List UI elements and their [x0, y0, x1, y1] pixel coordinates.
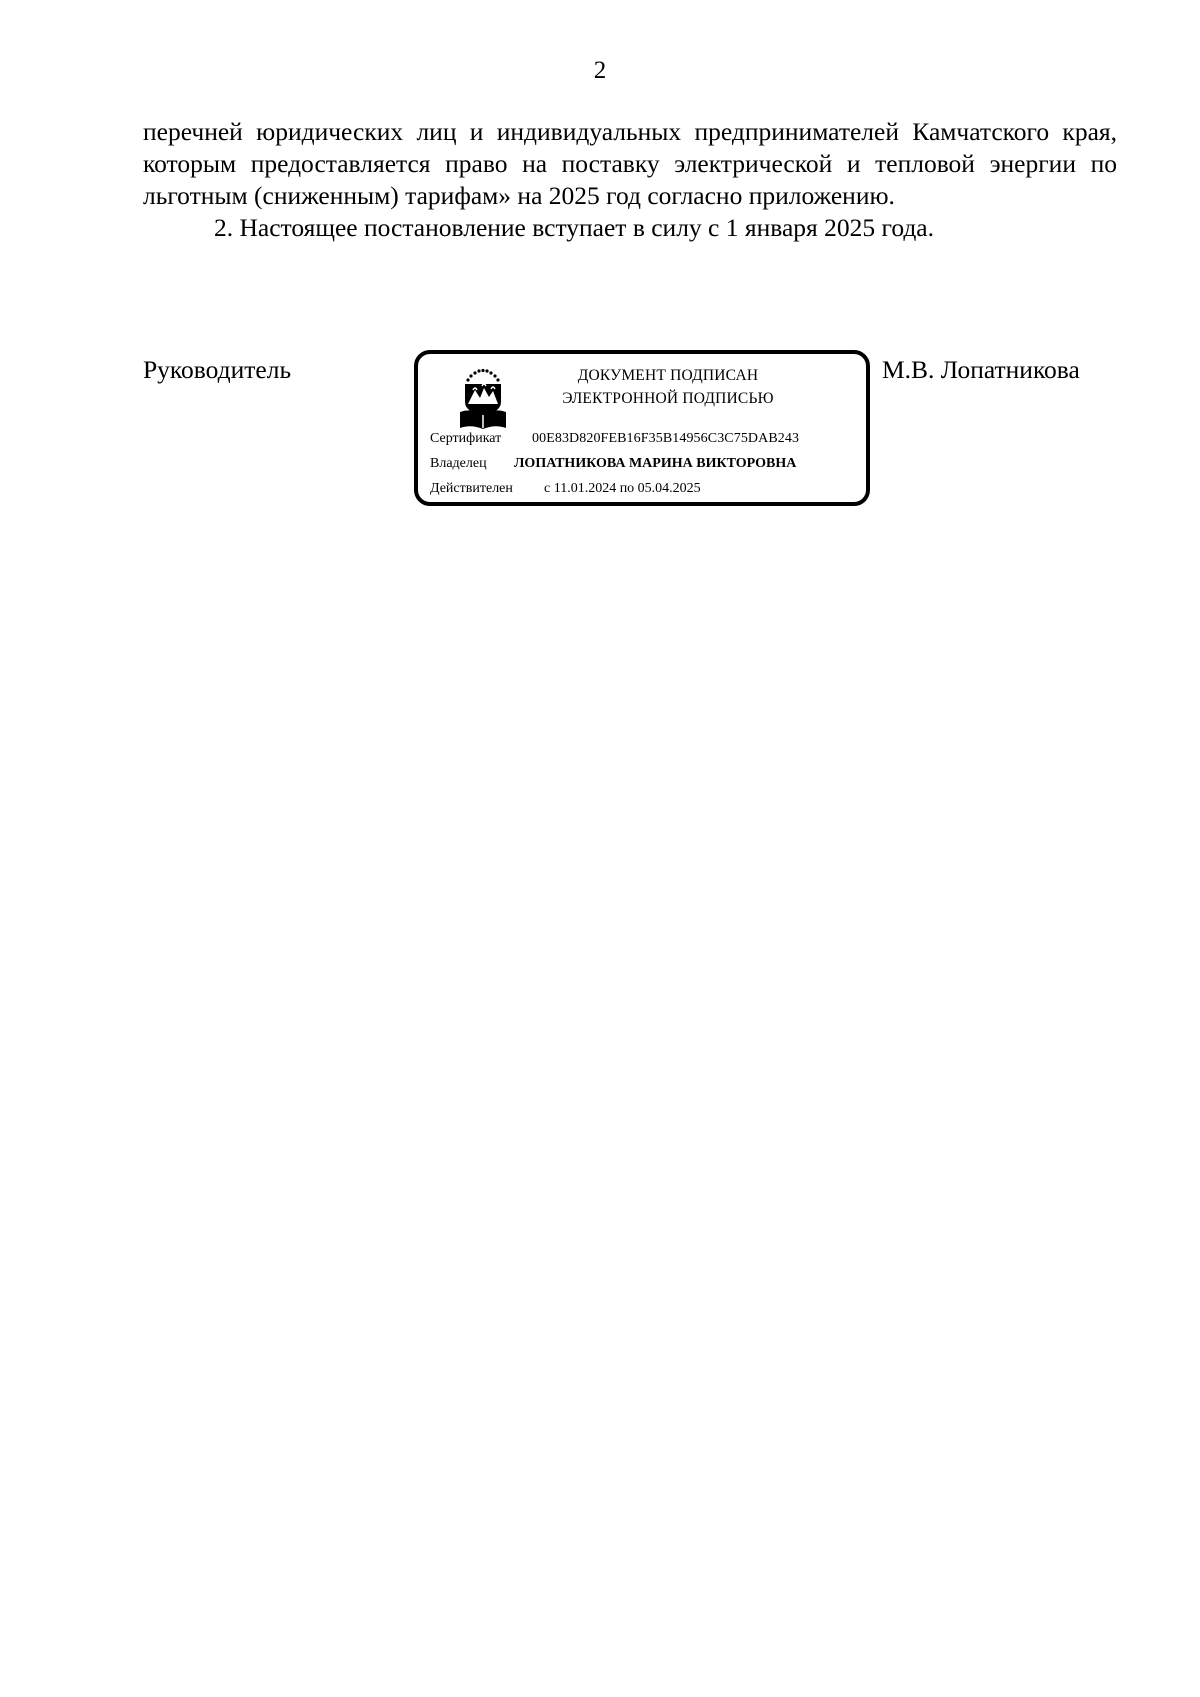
signatory-name: М.В. Лопатникова [882, 355, 1080, 384]
electronic-signature-stamp [414, 350, 870, 506]
stamp-heading [518, 364, 818, 410]
stamp-heading-line-2: ЭЛЕКТРОННОЙ ПОДПИСЬЮ [562, 390, 774, 407]
coat-of-arms-icon [454, 368, 512, 432]
owner-row [430, 455, 797, 473]
validity-label: Действителен [430, 481, 513, 496]
owner-label: Владелец [430, 456, 487, 471]
paragraph-effective-date: 2. Настоящее постановление вступает в силу с 1 января 2025 года. [214, 213, 935, 242]
signatory-title: Руководитель [143, 355, 292, 384]
certificate-label: Сертификат [430, 431, 502, 446]
page-number: 2 [593, 57, 607, 84]
validity-value: с 11.01.2024 по 05.04.2025 [544, 481, 701, 496]
certificate-row [430, 430, 800, 448]
owner-value: ЛОПАТНИКОВА МАРИНА ВИКТОРОВНА [514, 456, 797, 471]
document-body [143, 116, 1117, 244]
certificate-value: 00E83D820FEB16F35B14956C3C75DAB243 [532, 431, 800, 446]
paragraph-continuation: перечней юридических лиц и индивидуальных предпринимателей Камчатского края, которым предоставляется право на поставку электрической и тепловой энергии по льготным (сниженным) тарифам» на 2025 год согласно приложению. [143, 117, 1117, 210]
stamp-heading-line-1: ДОКУМЕНТ ПОДПИСАН [577, 367, 759, 384]
validity-row [430, 480, 701, 498]
